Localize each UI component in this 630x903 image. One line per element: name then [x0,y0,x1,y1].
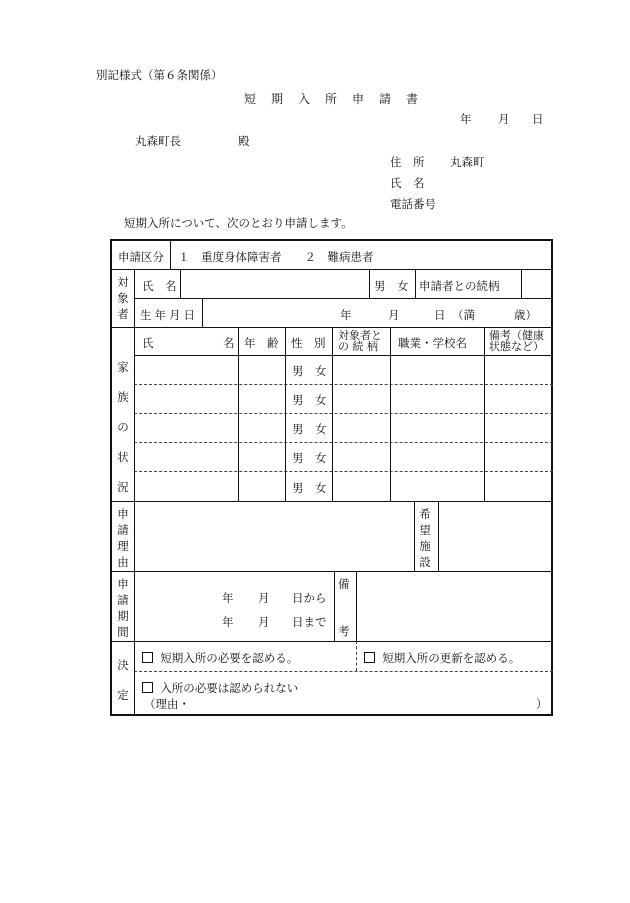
relation-label: 申請者との続柄 [419,279,500,293]
subject-name-label: 氏 名 [142,279,177,293]
family-header-occupation: 職業・学校名 [398,336,467,350]
approve-option[interactable] [142,650,298,666]
family-label: 家 族 の 状 況 [117,360,129,494]
relation-field[interactable] [523,271,551,295]
age-open: （満 [452,308,475,322]
period-from-month: 月 [258,591,270,605]
period-from-year: 年 [222,591,234,605]
family-row-gender[interactable]: 男 女 [292,422,327,436]
form-reference: 別記様式（第６条関係） [96,68,223,82]
reason-field[interactable] [136,503,412,569]
family-row-gender[interactable]: 男 女 [292,393,327,407]
remarks-label-top: 備 [338,577,350,591]
intro-text: 短期入所について、次のとおり申請します。 [124,216,353,230]
applicant-name-label: 氏 名 [390,176,425,190]
family-row-gender[interactable]: 男 女 [292,451,327,465]
deny-label: 入所の必要は認められない [160,681,299,695]
renew-label: 短期入所の更新を認める。 [382,651,521,665]
honorific: 殿 [238,134,250,148]
subject-gender[interactable]: 男 女 [374,279,409,293]
facility-field[interactable] [440,503,551,569]
applicant-address-label: 住 所 [390,155,425,169]
birth-day: 日 [434,308,446,322]
birth-year: 年 [340,308,352,322]
subject-name-field[interactable] [182,271,366,295]
document-title: 短期入所申請書 [244,92,434,106]
period-to-year: 年 [222,615,234,629]
family-header-name: 氏 [142,336,154,350]
date-year: 年 [460,112,472,126]
deny-reason-close: ） [536,697,548,711]
date-month: 月 [498,112,510,126]
deny-checkbox[interactable] [142,682,153,693]
applicant-phone-label: 電話番号 [390,197,436,211]
family-row-gender[interactable]: 男 女 [292,481,327,495]
remarks-field[interactable] [358,573,551,639]
family-header-name-b: 名 [223,336,235,350]
renew-option[interactable] [364,650,520,666]
approve-label: 短期入所の必要を認める。 [160,651,299,665]
period-to-suffix: 日まで [292,615,327,629]
remarks-label-bottom: 考 [338,624,350,638]
category-label: 申請区分 [118,250,164,264]
addressee: 丸森町長 [135,134,181,148]
family-header-remarks: 備考（健康 状態など） [489,329,544,353]
deny-reason-open: （理由・ [144,697,190,711]
facility-label: 希 望 施 設 [419,507,431,569]
family-header-age: 年 齢 [244,336,279,350]
approve-checkbox[interactable] [142,652,153,663]
age-close: 歳） [514,308,537,322]
subject-label: 対 象 者 [117,275,129,321]
family-row-gender[interactable]: 男 女 [292,364,327,378]
date-day: 日 [532,112,544,126]
period-from-suffix: 日から [292,591,327,605]
birth-label: 生年月日 [140,308,198,322]
family-header-relation: 対象者と の 続 柄 [338,329,382,353]
applicant-address-value: 丸森町 [450,155,485,169]
family-header-gender: 性 別 [291,336,326,350]
birth-month: 月 [388,308,400,322]
period-to-month: 月 [258,615,270,629]
application-form [110,239,553,716]
deny-reason-field[interactable] [192,694,532,710]
period-label: 申 請 期 間 [117,577,129,639]
category-options[interactable]: １ 重度身体障害者 ２ 難病患者 [178,250,374,264]
decision-label: 決 定 [117,658,129,702]
renew-checkbox[interactable] [364,652,375,663]
reason-label: 申 請 理 由 [117,507,129,569]
